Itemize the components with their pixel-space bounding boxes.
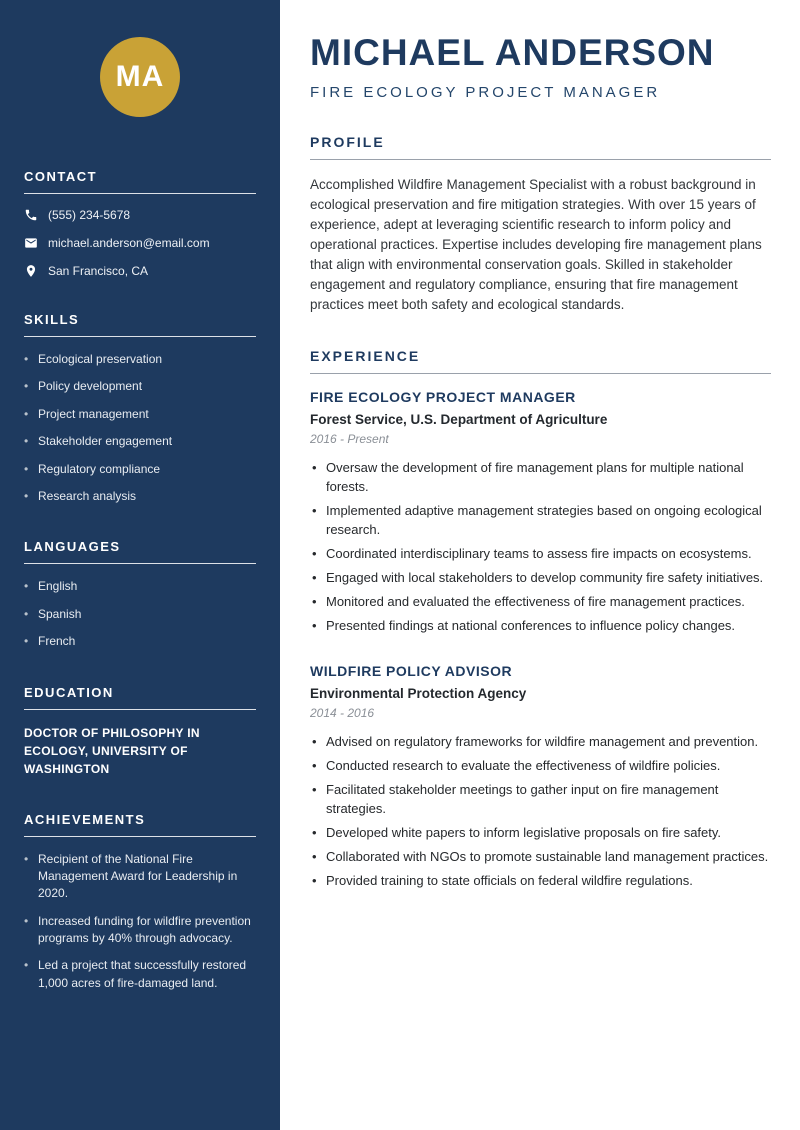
contact-email-row <box>24 236 256 250</box>
language-item: • Spanish <box>24 606 256 623</box>
achievement-item: • Recipient of the National Fire Management Award for Leadership in 2020. <box>24 851 256 903</box>
contact-location-text: San Francisco, CA <box>48 264 149 278</box>
education-section <box>24 685 256 778</box>
location-icon <box>24 264 38 278</box>
job-bullet: • Collaborated with NGOs to promote sustainable land management practices. <box>310 847 771 866</box>
contact-email-text: michael.anderson@email.com <box>48 236 210 250</box>
skill-item: • Ecological preservation <box>24 351 256 368</box>
job-bullet: • Implemented adaptive management strategies based on ongoing ecological research. <box>310 501 771 539</box>
languages-list <box>24 578 256 650</box>
job-company: Environmental Protection Agency <box>310 686 527 701</box>
achievements-heading: ACHIEVEMENTS <box>24 812 256 837</box>
experience-heading: EXPERIENCE <box>310 348 771 374</box>
skill-item: • Policy development <box>24 378 256 395</box>
skill-item: • Stakeholder engagement <box>24 433 256 450</box>
language-item: • French <box>24 633 256 650</box>
job-bullets <box>310 458 771 635</box>
job-bullet: • Monitored and evaluated the effectiveness of fire management practices. <box>310 592 771 611</box>
avatar-initials: MA <box>115 60 165 93</box>
avatar <box>100 37 180 117</box>
profile-section <box>310 134 771 315</box>
contact-phone-row <box>24 208 256 222</box>
job-dates: 2016 - Present <box>310 432 389 446</box>
job-title: WILDFIRE POLICY ADVISOR <box>310 663 513 679</box>
job-company: Forest Service, U.S. Department of Agriculture <box>310 412 608 427</box>
job-bullet: • Oversaw the development of fire management plans for multiple national forests. <box>310 458 771 496</box>
sidebar <box>0 0 280 1130</box>
contact-section <box>24 169 256 278</box>
job-bullet: • Developed white papers to inform legislative proposals on fire safety. <box>310 823 771 842</box>
job-bullet: • Presented findings at national conferences to influence policy changes. <box>310 616 771 635</box>
achievement-item: • Led a project that successfully restored 1,000 acres of fire-damaged land. <box>24 957 256 992</box>
candidate-title: FIRE ECOLOGY PROJECT MANAGER <box>310 84 661 101</box>
job-bullet: • Engaged with local stakeholders to develop community fire safety initiatives. <box>310 568 771 587</box>
achievement-item: • Increased funding for wildfire prevention programs by 40% through advocacy. <box>24 913 256 948</box>
job-bullet: • Facilitated stakeholder meetings to gather input on fire management strategies. <box>310 780 771 818</box>
email-icon <box>24 236 38 250</box>
profile-text: Accomplished Wildfire Management Specialist with a robust background in ecological preservation and fire mitigation strategies. With over 15 years of experience, adept at leveraging scientific research to inform policy and operational practices. Expertise includes developing fire management plans that align with environmental conservation goals. Skilled in stakeholder engagement and regulatory compliance, ensuring that fire management practices meet both safety and ecological standards. <box>310 177 762 312</box>
main-content <box>280 0 800 1130</box>
contact-phone-text: (555) 234-5678 <box>48 208 131 222</box>
achievements-section <box>24 812 256 993</box>
job-bullet: • Coordinated interdisciplinary teams to assess fire impacts on ecosystems. <box>310 544 771 563</box>
skills-section <box>24 312 256 505</box>
languages-section <box>24 539 256 650</box>
education-heading: EDUCATION <box>24 685 256 710</box>
language-item: • English <box>24 578 256 595</box>
job-bullets <box>310 732 771 890</box>
skill-item: • Regulatory compliance <box>24 461 256 478</box>
job-bullet: • Advised on regulatory frameworks for wildfire management and prevention. <box>310 732 771 751</box>
languages-heading: LANGUAGES <box>24 539 256 564</box>
job-entry <box>310 389 771 635</box>
achievements-list <box>24 851 256 993</box>
job-bullet: • Provided training to state officials on federal wildfire regulations. <box>310 871 771 890</box>
profile-heading: PROFILE <box>310 134 771 160</box>
skill-item: • Research analysis <box>24 488 256 505</box>
job-bullet: • Conducted research to evaluate the effectiveness of wildfire policies. <box>310 756 771 775</box>
experience-section <box>310 348 771 890</box>
job-title: FIRE ECOLOGY PROJECT MANAGER <box>310 389 576 405</box>
skills-heading: SKILLS <box>24 312 256 337</box>
skills-list <box>24 351 256 505</box>
education-degree: DOCTOR OF PHILOSOPHY IN ECOLOGY, UNIVERSITY OF WASHINGTON <box>24 725 200 776</box>
job-dates: 2014 - 2016 <box>310 706 375 720</box>
skill-item: • Project management <box>24 406 256 423</box>
job-entry <box>310 663 771 890</box>
contact-heading: CONTACT <box>24 169 256 194</box>
contact-location-row <box>24 264 256 278</box>
candidate-name: MICHAEL ANDERSON <box>310 32 715 73</box>
phone-icon <box>24 208 38 222</box>
